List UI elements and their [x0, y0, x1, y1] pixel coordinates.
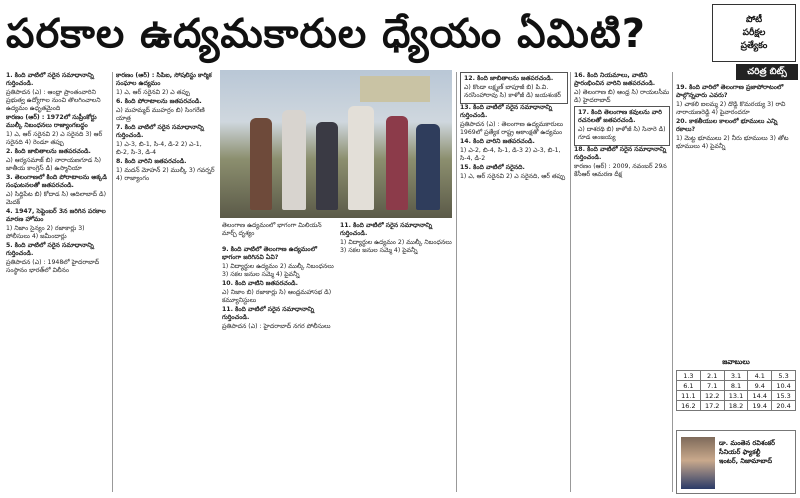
question-block	[222, 306, 338, 331]
column-3	[222, 246, 338, 492]
photo-figure	[386, 116, 408, 210]
author-text	[719, 439, 793, 466]
answer-cell: 6.1	[677, 381, 701, 391]
question-block	[116, 124, 216, 157]
question-options: 1) విద్యార్థుల ఉద్యమం 2) ముల్కీ నిబంధనలు 3) సకల జనుల సమ్మె 4) పైవన్నీ	[222, 263, 334, 278]
question-text: 11. కింది వాటిలో సరైన సమాధానాన్ని గుర్తించండి.	[222, 306, 315, 321]
column-divider	[570, 72, 571, 492]
author-photo	[681, 437, 715, 489]
exam-special-badge	[712, 4, 796, 62]
question-text: 5. కింది వాటిలో సరైన సమాధానాన్ని గుర్తించండి.	[6, 242, 94, 257]
question-block	[460, 104, 568, 137]
question-options: 1) ఎ, ఆర్ సరైనవి 2) ఎ తప్పు	[116, 89, 190, 96]
question-text: 15. కింది వాటిలో సరైనది.	[460, 164, 525, 171]
answer-cell: 19.4	[748, 401, 772, 411]
author-org: ఇంటర్, నిజామాబాద్	[719, 457, 773, 465]
question-block	[6, 114, 110, 147]
question-options: ప్రతిపాదన (ఎ) : తెలంగాణ ఉద్యమకారులు 1969లో ప్రత్యేక రాష్ట్ర ఆకాంక్షతో ఉద్యమం	[460, 121, 564, 136]
question-text: 6. కింది పోరాటాలను జతపరచండి.	[116, 98, 202, 105]
column-3b	[340, 222, 452, 492]
answer-cell: 3.1	[724, 371, 748, 381]
question-block	[6, 242, 110, 275]
photo-figure	[282, 110, 306, 210]
question-block	[6, 148, 110, 173]
photo-figure	[316, 122, 338, 210]
question-block	[6, 72, 110, 113]
question-options: 1) నిజాం సైన్యం 2) రజాకార్లు 3) పోలీసులు 4) జమీందార్లు	[6, 225, 85, 240]
question-options: ఎ) కొండా లక్ష్మణ్ బాపూజీ బి) పి.వి. నరసింహారావు సి) కాళోజీ డి) జయశంకర్	[464, 84, 561, 99]
badge-line-1: పోటీ	[745, 14, 763, 25]
answer-cell: 11.1	[677, 391, 701, 401]
answer-cell: 8.1	[724, 381, 748, 391]
question-options: ఎ) తెలంగాణ బి) ఆంధ్ర సి) రాయలసీమ డి) హైదరాబాద్	[574, 89, 670, 104]
question-text: 3. తెలంగాణలో కింది పోరాటాలను అక్కడి సంఘటనలతో జతపరచండి.	[6, 174, 107, 189]
question-block	[222, 280, 338, 305]
answer-cell: 1.3	[677, 371, 701, 381]
question-options: ప్రతిపాదన (ఎ) : ఆంధ్రా ప్రాంతంవారిని ప్రభుత్వ ఉద్యోగాల నుంచి తొలగించాలని ఉద్యమం ఉధృతమైంది	[6, 89, 101, 112]
answer-cell: 15.3	[772, 391, 796, 401]
author-name: డా. మంతెన రవిశంకర్	[719, 439, 776, 447]
answer-cell: 13.1	[724, 391, 748, 401]
question-options: 1) విద్యార్థుల ఉద్యమం 2) ముల్కీ నిబంధనలు 3) సకల జనుల సమ్మె 4) పైవన్నీ	[340, 239, 452, 254]
photo-figure	[348, 106, 374, 210]
answers-title: జవాబులు	[722, 358, 750, 366]
question-text: 9. కింది వాటిలో తెలంగాణ ఉద్యమంలో భాగంగా జరిగినవి ఏవి?	[222, 246, 317, 261]
answer-cell: 5.3	[772, 371, 796, 381]
photo-caption-text: తెలంగాణ ఉద్యమంలో భాగంగా మిలియన్ మార్చ్ దృశ్యం	[222, 222, 322, 237]
question-block	[116, 72, 216, 97]
question-text: కారణం (ఆర్) : 1972లో సుప్రీంకోర్టు ముల్కీ నిబంధనలు రాజ్యాంగబద్ధం	[6, 114, 97, 129]
question-text: 10. కింది వాటిని జతపరచండి.	[222, 280, 298, 287]
answer-cell: 2.1	[700, 371, 724, 381]
question-options: ఎ) మహమ్మద్ ముహర్రం బి) సింగరేణి యాత్ర	[116, 107, 205, 122]
question-options: 1) ఎ-3, బి-1, సి-4, డి-2 2) ఎ-1, బి-2, సి-3, డి-4	[116, 141, 202, 156]
column-2	[116, 72, 216, 492]
answer-cell: 16.2	[677, 401, 701, 411]
photo-caption	[222, 222, 330, 242]
question-options: ఎ) సిద్దిపేట బి) కోదాడ సి) ఆదిలాబాద్ డి) మెదక్	[6, 191, 107, 206]
badge-line-2: పరీక్షల	[742, 27, 766, 38]
question-block	[574, 146, 670, 179]
question-block	[460, 72, 568, 104]
answer-cell: 20.4	[772, 401, 796, 411]
question-text: కారణం (ఆర్) : సిపిఐ, సోషలిస్టు కార్మిక సంఘాల ఉద్యమం	[116, 72, 212, 87]
photo-figure	[416, 124, 440, 210]
question-block	[6, 208, 110, 241]
answer-cell: 17.2	[700, 401, 724, 411]
photo-banner	[360, 76, 430, 102]
question-text: 18. కింది వాటిలో సరైన సమాధానాన్ని గుర్తించండి.	[574, 146, 667, 161]
photo-figure	[250, 118, 272, 210]
answer-cell: 4.1	[748, 371, 772, 381]
column-4	[460, 72, 568, 492]
question-text: 19. కింది వారిలో తెలంగాణ ప్రజాపోరాటంలో పాల్గొన్నవారు ఎవరు?	[676, 84, 784, 99]
question-block	[574, 106, 670, 146]
answer-cell: 10.4	[772, 381, 796, 391]
answers-table	[676, 370, 796, 411]
question-block	[676, 84, 796, 117]
question-options: 1) మదన్ మోహన్ 2) ముల్కీ 3) గవర్నర్ 4) రాజ్యాంగం	[116, 167, 215, 182]
question-options: 1) ఎ, ఆర్ సరైనవి 2) ఎ సరైనది 3) ఆర్ సరైనది 4) రెండూ తప్పు	[6, 131, 103, 146]
answer-cell: 9.4	[748, 381, 772, 391]
question-block	[340, 222, 452, 255]
answers-row	[677, 371, 796, 381]
question-text: 14. కింది వారిని జతపరచండి.	[460, 138, 535, 145]
question-options: ప్రతిపాదన (ఎ) : హైదరాబాద్ నగర పోలీసులు	[222, 323, 331, 330]
column-divider	[112, 72, 113, 492]
question-block	[460, 164, 568, 181]
answers-row	[677, 381, 796, 391]
question-block	[222, 246, 338, 279]
question-block	[676, 118, 796, 151]
column-divider	[672, 72, 673, 492]
column-6	[676, 84, 796, 354]
answers-row	[677, 391, 796, 401]
question-text: 2. కింది జాబితాలను జతపరచండి.	[6, 148, 91, 155]
question-block	[574, 72, 670, 105]
question-options: 1) మెట్ట భూములు 2) నీరు భూములు 3) తోట భూములు 4) పైవన్నీ	[676, 135, 789, 150]
question-text: 4. 1947, సెప్టెంబర్ 3న జరిగిన పరకాల మారణ హోమం	[6, 208, 106, 223]
page-headline: పరకాల ఉద్యమకారుల ధ్యేయం ఏమిటి?	[6, 11, 646, 57]
question-options: ఎ) ఆర్యసమాజ్ బి) నారాయణగూడ సి) జాతీయ కాంగ్రెస్ డి) ఉస్మానియా	[6, 157, 102, 172]
history-bits-tag: చరిత్ర బిట్స్	[736, 64, 798, 80]
question-text: 11. కింది వాటిలో సరైన సమాధానాన్ని గుర్తించండి.	[340, 222, 433, 237]
column-5	[574, 72, 670, 492]
question-text: 16. కింది నియమాలు, వాటిని ప్రారంభించిన వారిని జతపరచండి.	[574, 72, 656, 87]
author-role: సీనియర్ ఫ్యాకల్టీ	[719, 448, 761, 456]
question-options: 1) ఎ, ఆర్ సరైనవి 2) ఎ సరైనది, ఆర్ తప్పు	[460, 173, 566, 180]
answer-cell: 18.2	[724, 401, 748, 411]
question-text: 13. కింది వాటిలో సరైన సమాధానాన్ని గుర్తించండి.	[460, 104, 553, 119]
answer-cell: 14.4	[748, 391, 772, 401]
question-text: 1. కింది వాటిలో సరైన సమాధానాన్ని గుర్తించండి.	[6, 72, 94, 87]
question-options: ఎ) నిజాం బి) రజాకార్లు సి) ఆంధ్రమహాసభ డి) కమ్యూనిస్టులు	[222, 289, 332, 304]
question-text: 20. కాకతీయుల కాలంలో భూములు ఎన్ని రకాలు?	[676, 118, 778, 133]
question-options: 1) చాకలి ఐలమ్మ 2) దొడ్డి కొమరయ్య 3) రావి నారాయణరెడ్డి 4) పైవారందరూ	[676, 101, 786, 116]
badge-line-3: ప్రత్యేకం	[740, 40, 768, 51]
question-options: కారణం (ఆర్) : 2009, నవంబర్ 29న కేసీఆర్ ఆమరణ దీక్ష	[574, 163, 667, 178]
question-options: 1) ఎ-2, బి-4, సి-1, డి-3 2) ఎ-3, బి-1, సి-4, డి-2	[460, 147, 561, 162]
question-block	[6, 174, 110, 207]
question-text: 8. కింది వారిని జతపరచండి.	[116, 158, 187, 165]
question-options: ఎ) దాశరథి బి) కాళోజీ సి) సినారె డి) గూడ అంజయ్య	[578, 126, 666, 141]
question-text: 7. కింది వాటిలో సరైన సమాధానాన్ని గుర్తించండి.	[116, 124, 204, 139]
question-block	[116, 98, 216, 123]
answers-row	[677, 401, 796, 411]
question-text: 17. కింది తెలంగాణ కవులను వారి రచనలతో జతపరచండి.	[578, 109, 662, 124]
protest-photo	[220, 70, 452, 218]
question-block	[460, 138, 568, 163]
column-1	[6, 72, 110, 492]
answer-cell: 7.1	[700, 381, 724, 391]
question-options: ప్రతిపాదన (ఎ) : 1948లో హైదరాబాద్ సంస్థానం భారత్‌లో విలీనం	[6, 259, 100, 274]
question-block	[116, 158, 216, 183]
author-box	[676, 430, 796, 494]
column-divider	[456, 72, 457, 492]
question-text: 12. కింది జాబితాలను జతపరచండి.	[464, 75, 554, 82]
answer-cell: 12.2	[700, 391, 724, 401]
